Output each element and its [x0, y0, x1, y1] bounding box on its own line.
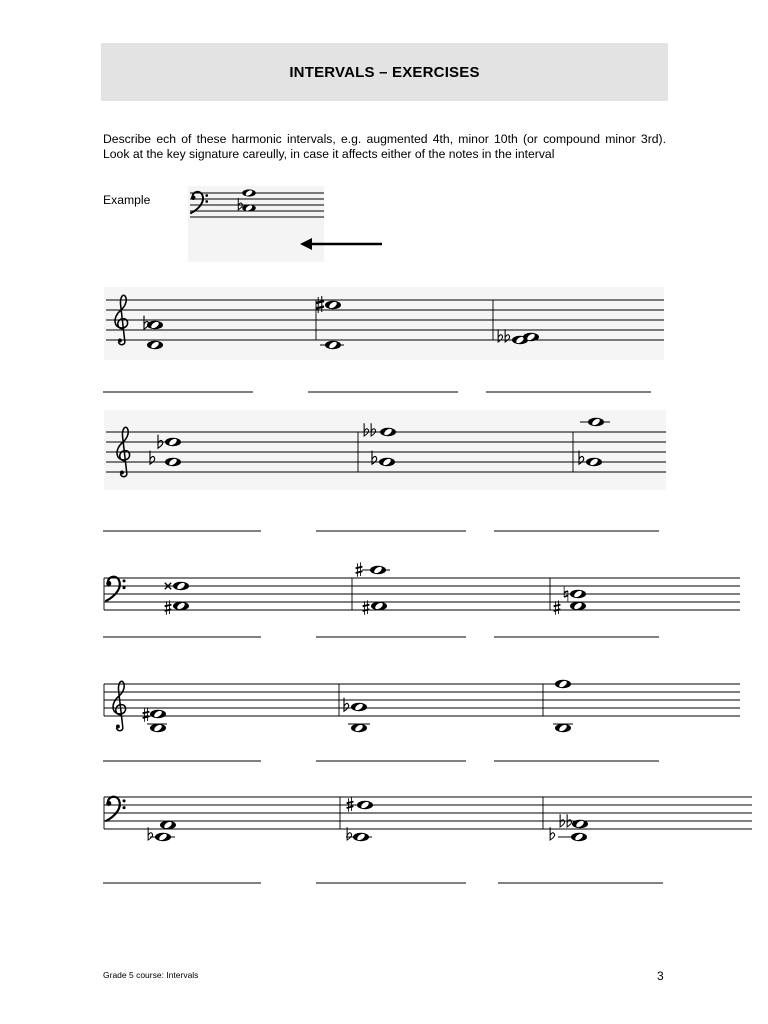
page-title: INTERVALS – EXERCISES [289, 63, 480, 81]
exercise-row-3 [104, 562, 740, 614]
example-label: Example [103, 193, 151, 207]
treble-clef-icon [113, 681, 126, 730]
page-number: 3 [657, 969, 664, 983]
footer-course: Grade 5 course: Intervals [103, 970, 199, 980]
bass-clef-icon [105, 577, 125, 602]
exercise-row-5 [104, 797, 752, 842]
bass-clef-icon [105, 797, 125, 822]
exercise-row-2 [104, 410, 666, 490]
exercise-row-1 [104, 287, 664, 360]
exercise-row-4 [104, 680, 740, 733]
instructions-text: Describe ech of these harmonic intervals, e.g. augmented 4th, minor 10th (or compound minor 3rd). Look at the key signature careully, in case it affects either of the notes in the interval [103, 132, 666, 161]
example-staff [188, 186, 382, 262]
